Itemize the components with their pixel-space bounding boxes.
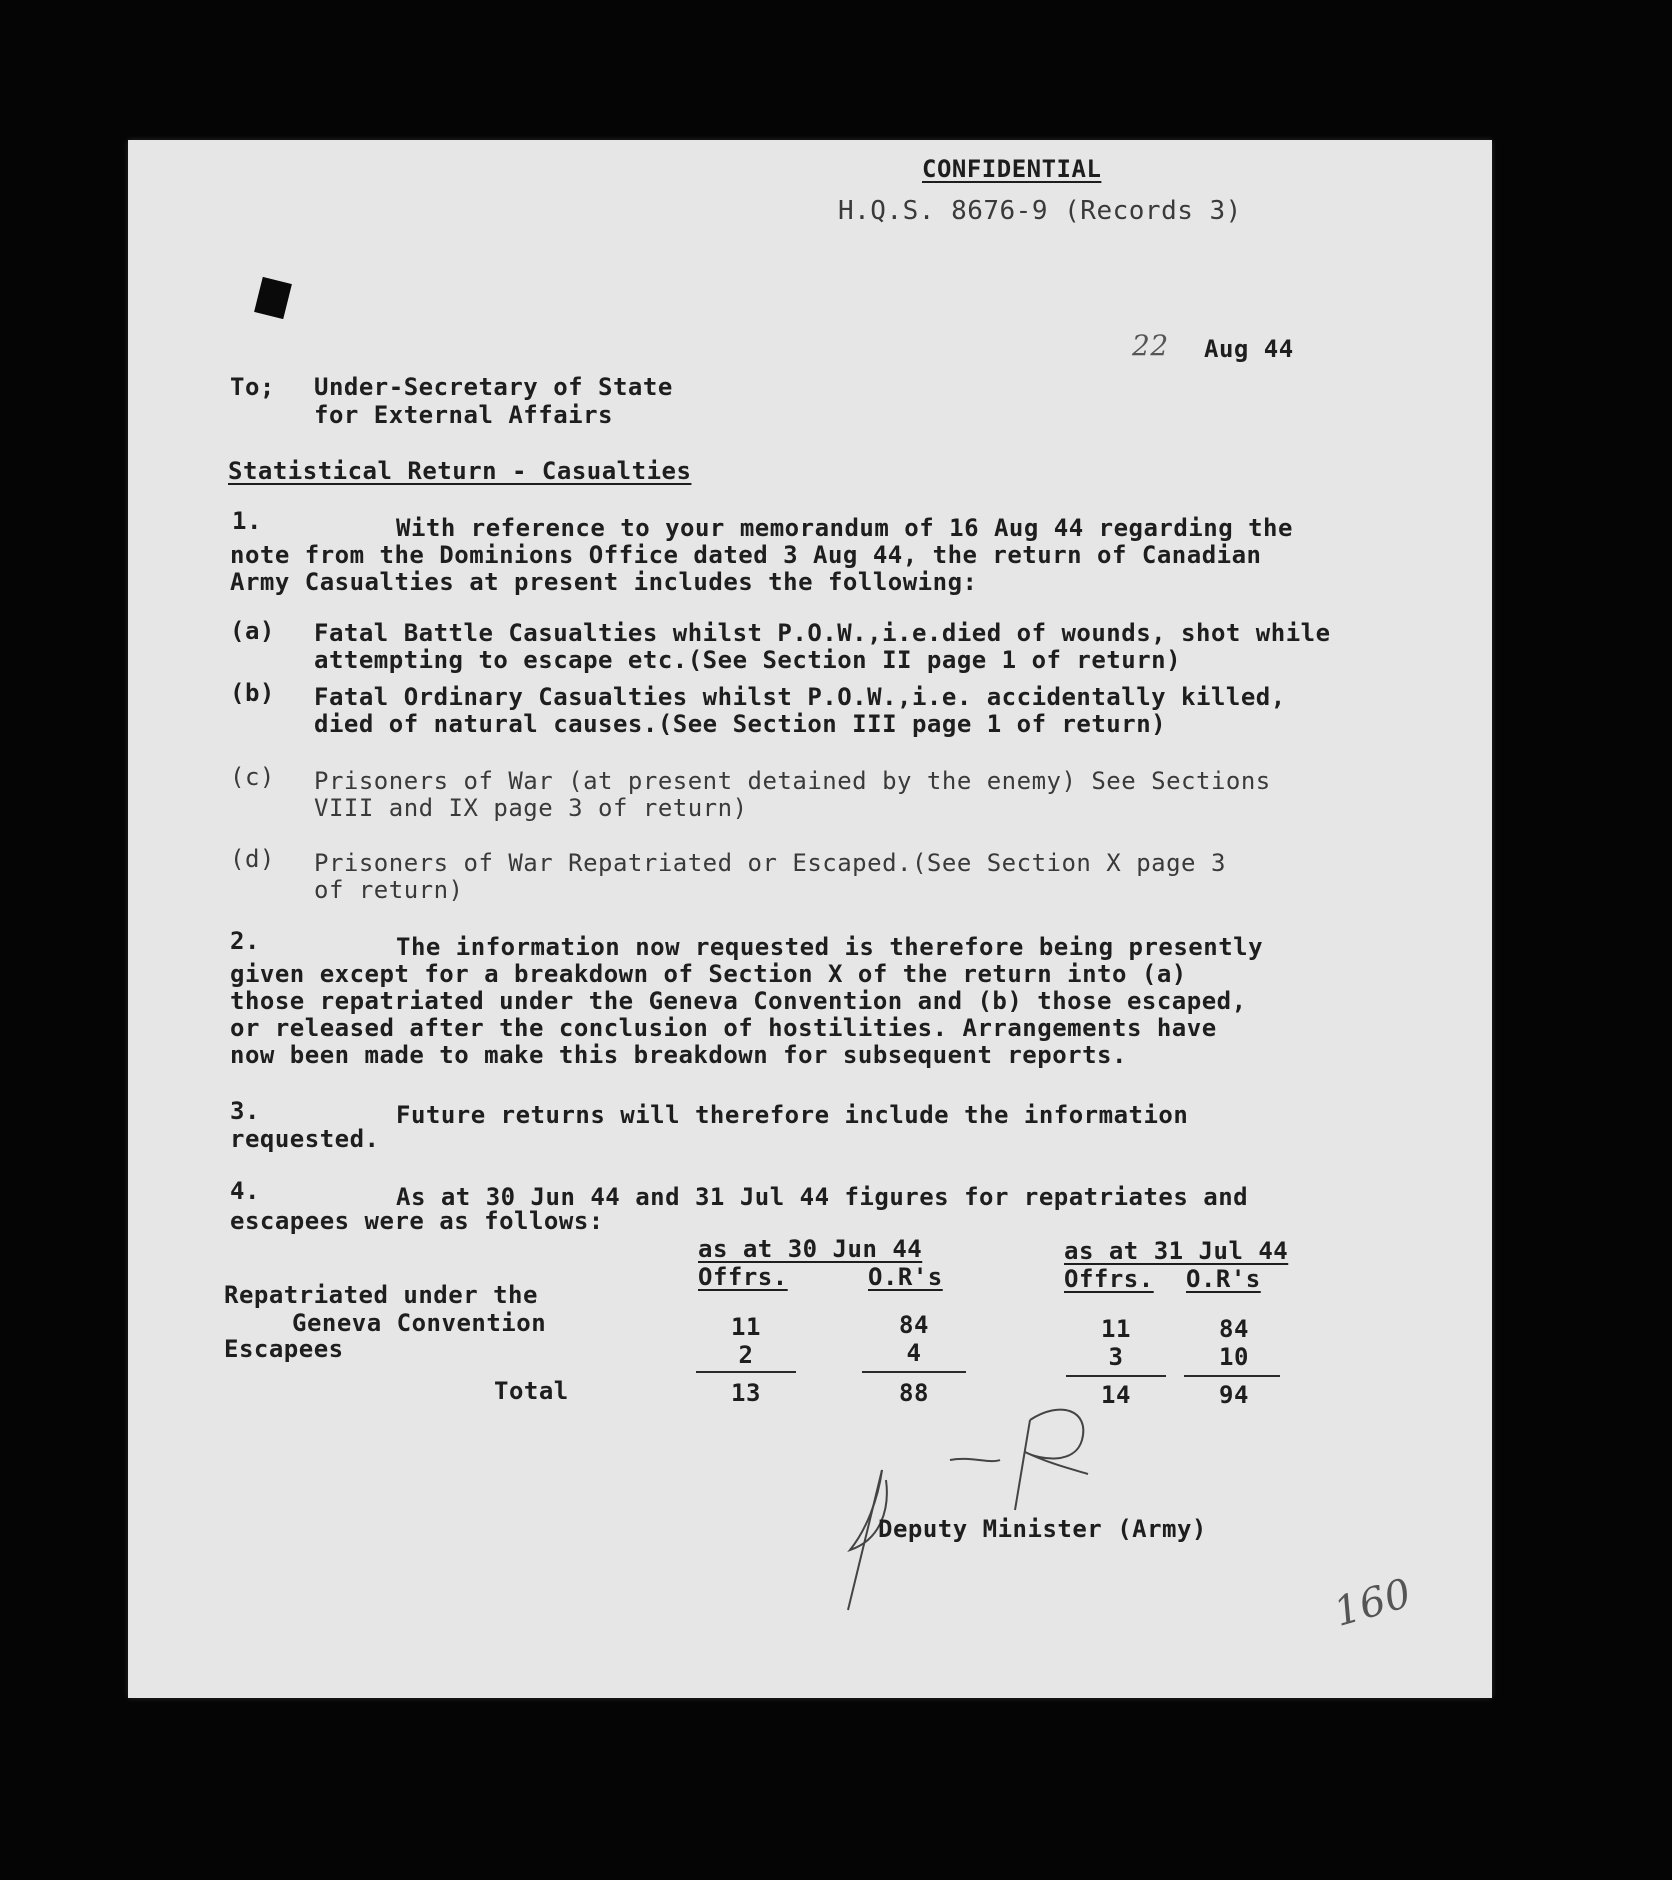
- para1-number: 1.: [232, 507, 262, 535]
- table-column-header: O.R's: [1186, 1265, 1261, 1293]
- item-label: (a): [230, 617, 275, 645]
- table-cell: 11: [1101, 1315, 1131, 1343]
- para4-number: 4.: [230, 1177, 260, 1205]
- table-group-header: as at 30 Jun 44: [698, 1235, 923, 1263]
- table-cell: 11: [731, 1313, 761, 1341]
- signatory-title: Deputy Minister (Army): [878, 1515, 1207, 1543]
- table-cell: 84: [899, 1311, 929, 1339]
- item-line: attempting to escape etc.(See Section II page 1 of return): [314, 646, 1182, 674]
- para2-line: The information now requested is therefore being presently: [396, 933, 1264, 961]
- recipient-line-2: for External Affairs: [314, 401, 613, 429]
- item-line: Prisoners of War (at present detained by the enemy) See Sections: [314, 767, 1271, 795]
- table-total-cell: 13: [731, 1379, 761, 1407]
- table-total-label: Total: [494, 1377, 569, 1405]
- para3-line: Future returns will therefore include the information: [396, 1101, 1189, 1129]
- page-number: 160: [1329, 1570, 1417, 1636]
- item-label: (d): [230, 845, 275, 873]
- table-cell: 84: [1219, 1315, 1249, 1343]
- subject-heading: Statistical Return - Casualties: [228, 457, 692, 485]
- table-row-label: Repatriated under the: [224, 1281, 538, 1309]
- table-cell: 10: [1219, 1343, 1249, 1371]
- sum-rule: [862, 1371, 966, 1373]
- sum-rule: [1066, 1375, 1166, 1377]
- table-cell: 4: [906, 1339, 922, 1367]
- para1-line: note from the Dominions Office dated 3 Aug 44, the return of Canadian: [230, 541, 1262, 569]
- para1-line: Army Casualties at present includes the following:: [230, 568, 978, 596]
- table-total-cell: 14: [1101, 1381, 1131, 1409]
- para2-line: now been made to make this breakdown for subsequent reports.: [230, 1041, 1127, 1069]
- handwritten-signature: [820, 1390, 1120, 1620]
- para2-number: 2.: [230, 927, 260, 955]
- para3-number: 3.: [230, 1097, 260, 1125]
- para2-line: given except for a breakdown of Section X of the return into (a): [230, 960, 1187, 988]
- table-group-header: as at 31 Jul 44: [1064, 1237, 1289, 1265]
- item-line: VIII and IX page 3 of return): [314, 794, 748, 822]
- item-label: (b): [230, 679, 275, 707]
- classification-stamp: CONFIDENTIAL: [922, 155, 1102, 183]
- para3-line: requested.: [230, 1125, 380, 1153]
- to-label: To;: [230, 373, 275, 401]
- table-column-header: Offrs.: [1064, 1265, 1154, 1293]
- table-column-header: O.R's: [868, 1263, 943, 1291]
- table-row-label: Geneva Convention: [292, 1309, 547, 1337]
- table-column-header: Offrs.: [698, 1263, 788, 1291]
- para1-line: With reference to your memorandum of 16 Aug 44 regarding the: [396, 514, 1293, 542]
- recipient-line-1: Under-Secretary of State: [314, 373, 673, 401]
- handwritten-day: 22: [1132, 329, 1169, 362]
- item-line: Fatal Ordinary Casualties whilst P.O.W.,i.e. accidentally killed,: [314, 683, 1286, 711]
- item-line: of return): [314, 876, 464, 904]
- item-line: Prisoners of War Repatriated or Escaped.(See Section X page 3: [314, 849, 1226, 877]
- table-row-label: Escapees: [224, 1335, 344, 1363]
- item-line: died of natural causes.(See Section III page 1 of return): [314, 710, 1167, 738]
- sum-rule: [1184, 1375, 1280, 1377]
- document-date: Aug 44: [1204, 335, 1294, 363]
- item-label: (c): [230, 763, 275, 791]
- table-cell: 3: [1108, 1343, 1124, 1371]
- sum-rule: [696, 1371, 796, 1373]
- para4-line: escapees were as follows:: [230, 1207, 604, 1235]
- table-total-cell: 88: [899, 1379, 929, 1407]
- table-cell: 2: [738, 1341, 754, 1369]
- para4-line: As at 30 Jun 44 and 31 Jul 44 figures for repatriates and: [396, 1183, 1249, 1211]
- table-total-cell: 94: [1219, 1381, 1249, 1409]
- para2-line: or released after the conclusion of hostilities. Arrangements have: [230, 1014, 1217, 1042]
- item-line: Fatal Battle Casualties whilst P.O.W.,i.e.died of wounds, shot while: [314, 619, 1331, 647]
- file-reference: H.Q.S. 8676-9 (Records 3): [838, 196, 1242, 226]
- para2-line: those repatriated under the Geneva Convention and (b) those escaped,: [230, 987, 1247, 1015]
